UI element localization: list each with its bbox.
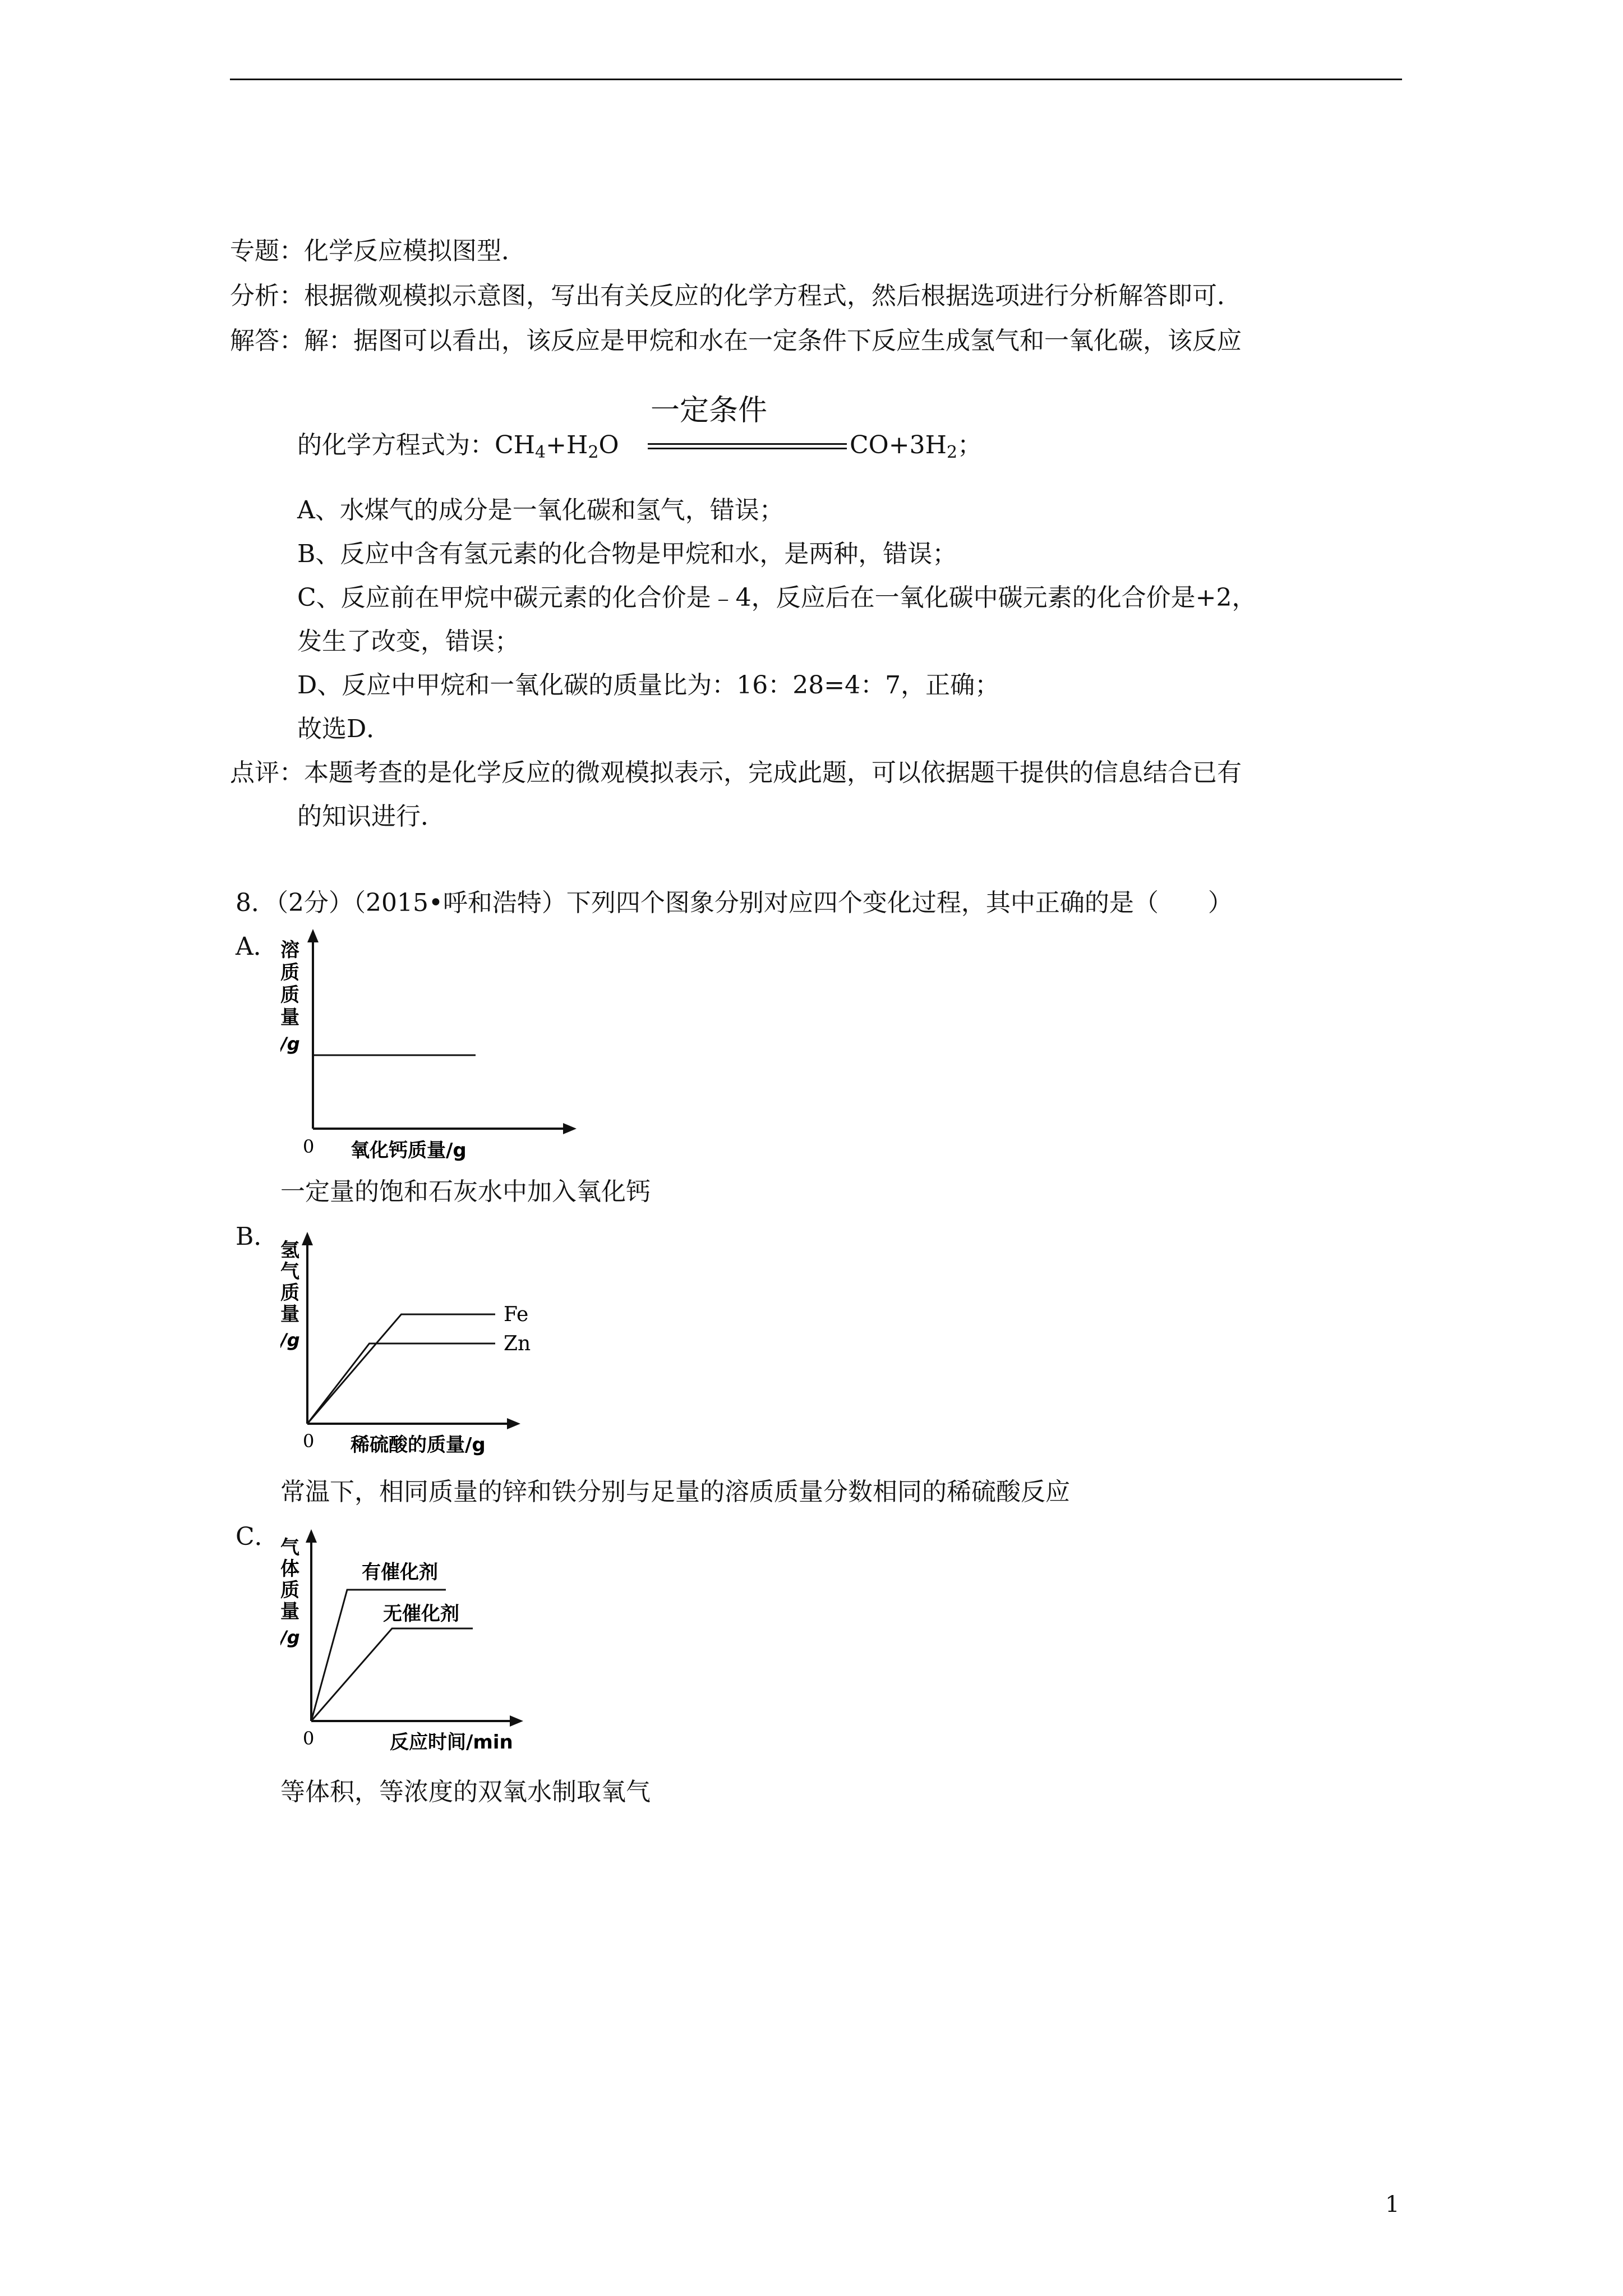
chart-c-ylabel-2: 体 — [280, 1558, 299, 1580]
chart-c-ylabel-1: 气 — [280, 1536, 299, 1559]
page-number: 1 — [1385, 2192, 1400, 2217]
chart-c-caption: 等体积，等浓度的双氧水制取氧气 — [280, 1778, 651, 1806]
chart-c-xlabel: 反应时间/min — [390, 1731, 513, 1754]
comment-line-1 — [230, 756, 1242, 790]
chart-a — [280, 926, 594, 1172]
chart-c-yunit: /g — [280, 1627, 300, 1648]
chart-a-ylabel-3: 质 — [280, 984, 299, 1006]
chart-b-ylabel-1: 氢 — [280, 1239, 299, 1262]
chart-c — [280, 1526, 572, 1761]
eq-prefix: 的化学方程式为：CH — [297, 431, 536, 459]
answer-option-c-1: C、反应前在甲烷中碳元素的化合价是﹣4，反应后在一氧化碳中碳元素的化合价是+2， — [297, 583, 1257, 612]
chart-b-legend-zn: Zn — [504, 1332, 531, 1355]
equals-line-top — [648, 443, 847, 445]
chart-b-ylabel-3: 质 — [280, 1282, 299, 1304]
chart-b-x-arrow — [507, 1418, 520, 1429]
answer-option-c-2: 发生了改变，错误； — [297, 627, 519, 656]
chart-b-y-arrow — [302, 1232, 313, 1245]
chemical-equation — [297, 393, 1026, 460]
analysis-line — [230, 279, 1242, 313]
chart-a-caption: 一定量的饱和石灰水中加入氧化钙 — [280, 1177, 651, 1206]
equation-right — [850, 429, 982, 470]
chart-c-origin: 0 — [303, 1728, 315, 1749]
eq-end: ； — [957, 431, 983, 459]
chart-c-x-arrow — [510, 1715, 523, 1727]
chart-a-ylabel-1: 溶 — [280, 939, 299, 961]
topic-line — [230, 234, 526, 268]
eq-sub-2a: 2 — [588, 443, 599, 462]
topic-text: 化学反应模拟图型． — [304, 237, 526, 265]
chart-c-ylabel-3: 质 — [280, 1579, 299, 1602]
eq-right: CO+3H — [850, 431, 947, 459]
chart-c-label-catalyst: 有催化剂 — [362, 1561, 438, 1584]
equation-left — [297, 429, 619, 470]
chart-b-origin: 0 — [303, 1430, 315, 1452]
chart-c-series-no-catalyst — [311, 1628, 473, 1721]
answer-choice: 故选D． — [297, 715, 391, 743]
comment-line-2: 的知识进行． — [297, 802, 445, 831]
chart-a-y-arrow — [307, 929, 319, 942]
chart-b — [280, 1228, 594, 1464]
reaction-condition: 一定条件 — [651, 394, 768, 427]
chart-a-ylabel-4: 量 — [280, 1006, 299, 1029]
chart-b-ylabel-4: 量 — [280, 1303, 299, 1326]
topic-label: 专题： — [230, 237, 304, 265]
option-label-a: A． — [236, 932, 278, 961]
chart-a-origin: 0 — [303, 1136, 315, 1157]
comment-text-1: 本题考查的是化学反应的微观模拟表示，完成此题，可以依据题干提供的信息结合已有 — [304, 758, 1242, 787]
eq-o: O — [598, 431, 619, 459]
answer-line-1 — [230, 324, 1242, 358]
chart-b-xlabel: 稀硫酸的质量/g — [351, 1434, 486, 1456]
eq-sub-4: 4 — [535, 443, 546, 462]
answer-option-a: A、水煤气的成分是一氧化碳和氢气，错误； — [297, 496, 784, 524]
chart-a-ylabel-2: 质 — [280, 961, 299, 984]
eq-sub-2b: 2 — [946, 443, 958, 462]
chart-a-xlabel: 氧化钙质量/g — [351, 1139, 467, 1162]
equals-line-bottom — [648, 448, 847, 449]
answer-text-1: 解：据图可以看出，该反应是甲烷和水在一定条件下反应生成氢气和一氧化碳，该反应 — [304, 326, 1242, 355]
analysis-label: 分析： — [230, 282, 304, 310]
chart-a-yunit: /g — [280, 1033, 300, 1055]
chart-b-yunit: /g — [280, 1329, 300, 1351]
answer-option-d: D、反应中甲烷和一氧化碳的质量比为：16：28=4：7，正确； — [297, 671, 1000, 700]
chart-a-x-arrow — [563, 1123, 577, 1134]
chart-b-caption: 常温下，相同质量的锌和铁分别与足量的溶质质量分数相同的稀硫酸反应 — [280, 1478, 1070, 1506]
analysis-text: 根据微观模拟示意图，写出有关反应的化学方程式，然后根据选项进行分析解答即可． — [304, 282, 1242, 310]
chart-c-label-no-catalyst: 无催化剂 — [383, 1603, 459, 1625]
chart-c-ylabel-4: 量 — [280, 1600, 299, 1623]
eq-h2o: +H — [546, 431, 588, 459]
comment-label: 点评： — [230, 758, 304, 787]
chart-c-y-arrow — [306, 1529, 317, 1543]
question-stem: 8．（2分）（2015•呼和浩特）下列四个图象分别对应四个变化过程，其中正确的是（ ） — [236, 889, 1233, 917]
answer-option-b: B、反应中含有氢元素的化合物是甲烷和水，是两种，错误； — [297, 540, 957, 568]
chart-b-ylabel-2: 气 — [280, 1260, 299, 1283]
chart-b-legend-fe: Fe — [504, 1303, 529, 1326]
option-label-c: C． — [236, 1522, 279, 1551]
header-rule — [230, 79, 1402, 80]
chart-b-series-zn — [307, 1343, 495, 1424]
chart-b-series-fe — [307, 1314, 495, 1424]
option-label-b: B． — [236, 1222, 279, 1251]
answer-label: 解答： — [230, 326, 304, 355]
